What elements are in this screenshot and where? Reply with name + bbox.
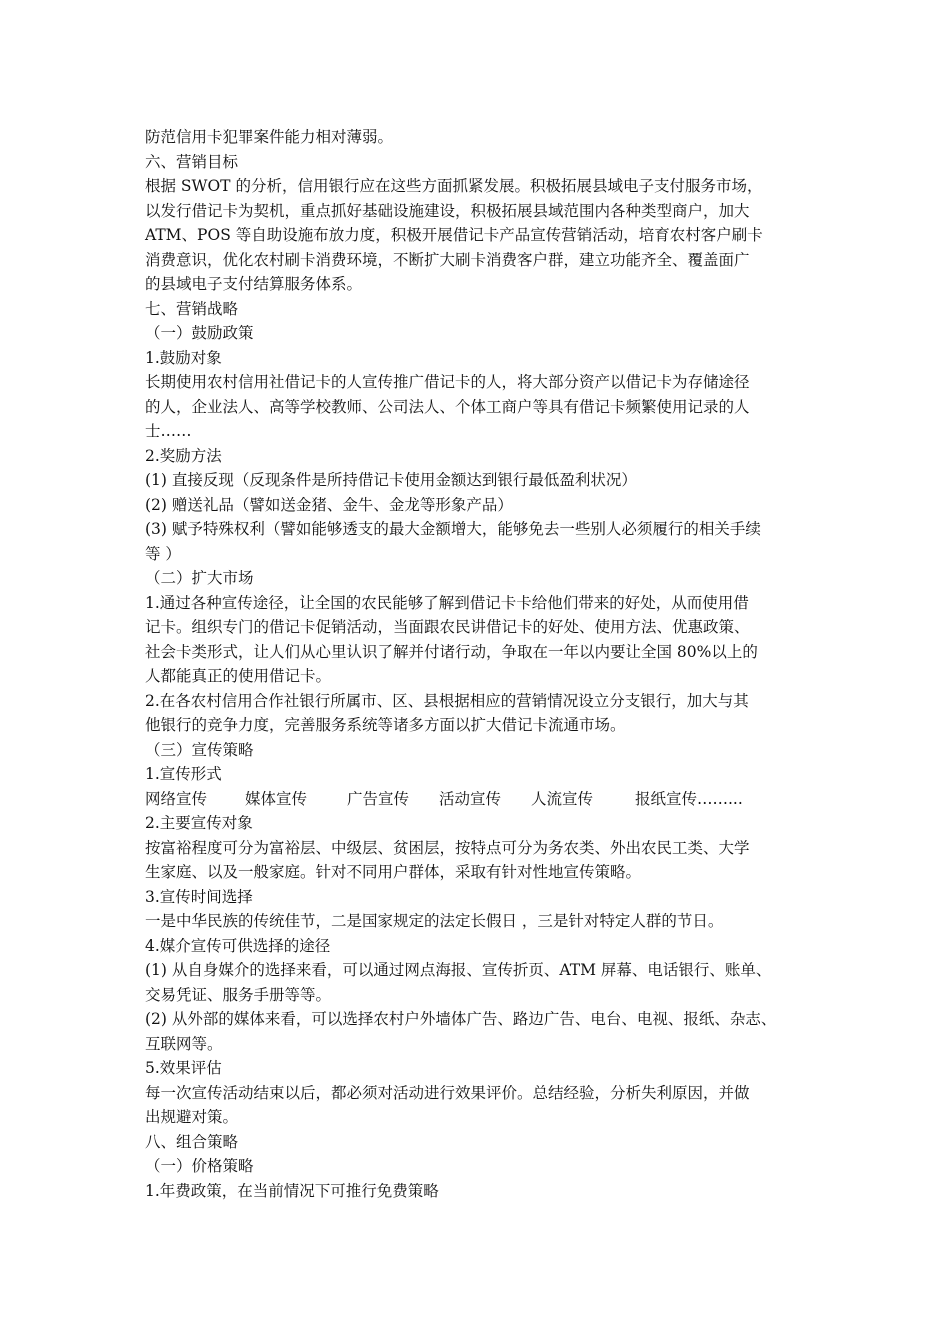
list-item: (2) 从外部的媒体来看，可以选择农村户外墙体广告、路边广告、电台、电视、报纸、杂志、 (145, 1010, 777, 1028)
text-line: 士…… (145, 422, 192, 440)
promotion-form: 网络宣传 (145, 789, 208, 808)
list-item: (1) 直接反现（反现条件是所持借记卡使用金额达到银行最低盈利状况） (145, 471, 637, 489)
section-heading: 六、营销目标 (145, 152, 239, 171)
item-heading: 2.奖励方法 (145, 446, 222, 465)
section-heading: 八、组合策略 (145, 1132, 239, 1151)
text-line: 每一次宣传活动结束以后，都必须对活动进行效果评价。总结经验，分析失利原因，并做 (145, 1083, 750, 1102)
text-line: 生家庭、以及一般家庭。针对不同用户群体，采取有针对性地宣传策略。 (145, 863, 642, 881)
list-item: (2) 赠送礼品（譬如送金猪、金牛、金龙等形象产品） (145, 495, 513, 514)
text-line: 按富裕程度可分为富裕层、中级层、贫困层，按特点可分为务农类、外出农民工类、大学 (145, 838, 750, 857)
list-item: (3) 赋予特殊权利（譬如能够透支的最大金额增大，能够免去一些别人必须履行的相关手续 (145, 520, 761, 538)
text-line: ATM、POS 等自助设施布放力度，积极开展借记卡产品宣传营销活动，培育农村客户刷卡 (145, 226, 763, 244)
item-heading: 5.效果评估 (145, 1059, 222, 1077)
item-heading: 2.主要宣传对象 (145, 814, 253, 832)
text-line: 记卡。组织专门的借记卡促销活动，当面跟农民讲借记卡的好处、使用方法、优惠政策、 (145, 618, 750, 636)
subsection-heading: （三）宣传策略 (145, 740, 254, 759)
text-line: 的县域电子支付结算服务体系。 (145, 275, 363, 293)
text-line: 出规避对策。 (145, 1108, 239, 1126)
text-line: 互联网等。 (145, 1034, 223, 1053)
text-line: 人都能真正的使用借记卡。 (145, 667, 332, 685)
text-line: 以发行借记卡为契机，重点抓好基础设施建设，积极拓展县域范围内各种类型商户，加大 (145, 201, 750, 220)
promotion-form: 广告宣传 (347, 789, 410, 808)
text-line: 他银行的竞争力度，完善服务系统等诸多方面以扩大借记卡流通市场。 (145, 716, 626, 734)
text-line: 长期使用农村信用社借记卡的人宣传推广借记卡的人，将大部分资产以借记卡为存储途径 (145, 373, 750, 391)
text-line: 2.在各农村信用合作社银行所属市、区、县根据相应的营销情况设立分支银行，加大与其 (145, 691, 749, 710)
text-line: 社会卡类形式，让人们从心里认识了解并付诸行动，争取在一年以内要让全国 80%以上的 (145, 642, 758, 661)
promotion-form: 媒体宣传 (245, 789, 308, 808)
promotion-form: 报纸宣传……... (635, 789, 743, 808)
item-heading: 1.年费政策，在当前情况下可推行免费策略 (145, 1181, 439, 1200)
document-body (145, 125, 825, 1203)
text-line: 交易凭证、服务手册等等。 (145, 985, 332, 1004)
item-heading: 3.宣传时间选择 (145, 887, 253, 906)
item-heading: 4.媒介宣传可供选择的途径 (145, 936, 331, 955)
text-line: 一是中华民族的传统佳节，二是国家规定的法定长假日 ，三是针对特定人群的节日。 (145, 912, 724, 930)
promotion-form: 人流宣传 (531, 789, 594, 808)
subsection-heading: （二）扩大市场 (145, 569, 254, 587)
text-line: 等 ） (145, 544, 181, 563)
section-heading: 七、营销战略 (145, 299, 239, 318)
item-heading: 1.鼓励对象 (145, 348, 222, 367)
text-line: 根据 SWOT 的分析，信用银行应在这些方面抓紧发展。积极拓展县域电子支付服务市场， (145, 177, 763, 195)
list-item: (1) 从自身媒介的选择来看，可以通过网点海报、宣传折页、ATM 屏幕、电话银行、账单、 (145, 961, 772, 979)
promotion-form: 活动宣传 (439, 789, 502, 808)
text-line: 消费意识，优化农村刷卡消费环境，不断扩大刷卡消费客户群，建立功能齐全、覆盖面广 (145, 250, 750, 269)
subsection-heading: （一）鼓励政策 (145, 324, 254, 342)
promotion-forms-row (145, 787, 825, 812)
subsection-heading: （一）价格策略 (145, 1157, 254, 1175)
text-line: 的人，企业法人、高等学校教师、公司法人、个体工商户等具有借记卡频繁使用记录的人 (145, 397, 750, 416)
text-line: 1.通过各种宣传途径，让全国的农民能够了解到借记卡卡给他们带来的好处，从而使用借 (145, 593, 749, 612)
text-line: 防范信用卡犯罪案件能力相对薄弱。 (145, 128, 394, 146)
item-heading: 1.宣传形式 (145, 765, 222, 783)
